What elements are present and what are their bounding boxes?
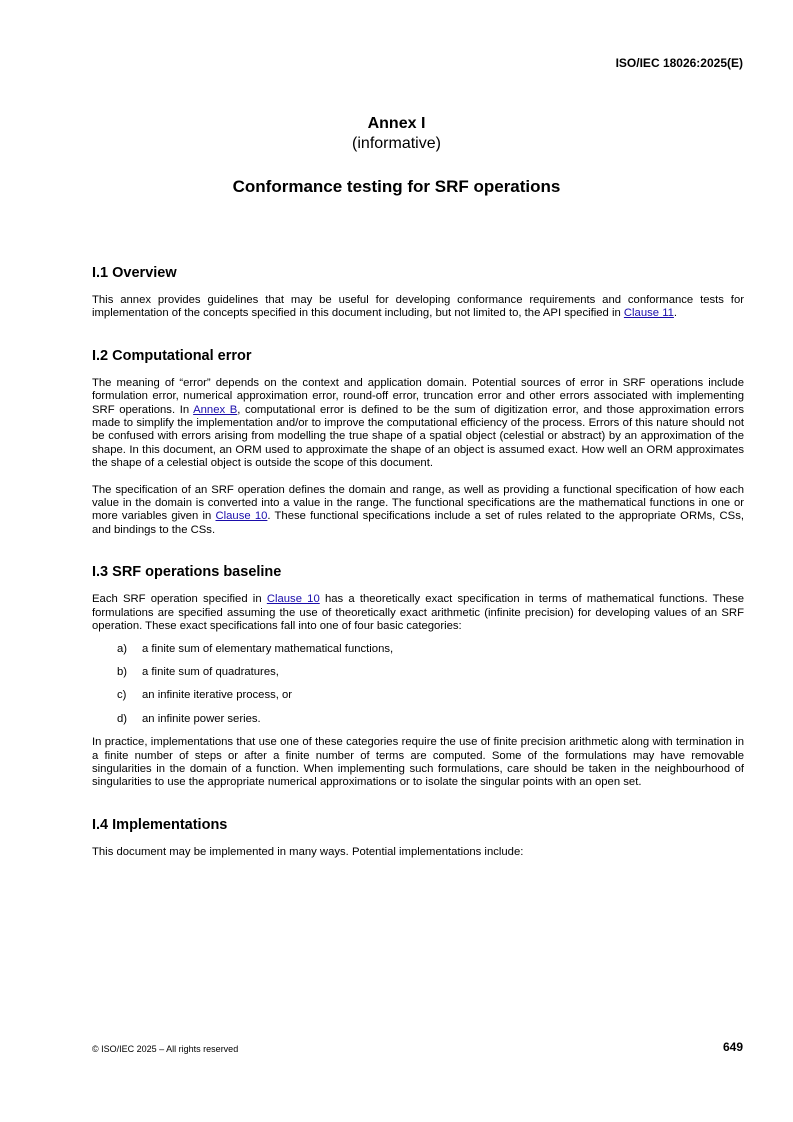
list-marker: b) — [117, 665, 128, 678]
implementations-paragraph: This document may be implemented in many ways. Potential implementations include: — [92, 845, 524, 858]
section-heading-computational-error: I.2 Computational error — [92, 347, 252, 364]
text-run: The meaning of “error” depends on the context and application domain. Potential sources of error in SRF operations include formulation error, numerical approximation error, round-off error, truncation error and other errors associated with implementing SRF operations. In — [92, 376, 744, 416]
section-heading-implementations: I.4 Implementations — [92, 816, 228, 833]
list-item-text: an infinite power series. — [142, 712, 261, 725]
text-run: , computational error is defined to be the sum of digitization error, and those approximation errors made to simplify the implementation and/or to improve the computational efficiency of the process. Errors of this nature should not be confused with errors arising from modelling the true shape of a spatial object (celestial or abstract) by an approximation of the shape. In this document, an ORM used to approximate the shape of an object is assumed exact. How well an ORM approximates the shape of a celestial object is outside the scope of this document. — [92, 403, 744, 470]
document-body — [92, 264, 744, 859]
categories-list — [92, 643, 744, 727]
text-run: Each SRF operation specified in — [92, 593, 267, 606]
page-number: 649 — [722, 1040, 743, 1054]
list-marker: c) — [117, 689, 127, 702]
annex-main-title: Conformance testing for SRF operations — [232, 177, 561, 196]
document-id: ISO/IEC 18026:2025(E) — [615, 56, 743, 70]
baseline-paragraph-1 — [92, 593, 744, 633]
text-run: . — [673, 307, 678, 320]
list-item — [92, 643, 744, 656]
annex-b-link[interactable]: Annex B — [193, 403, 238, 416]
list-item-text: a finite sum of quadratures, — [142, 665, 279, 678]
text-run: . These functional specifications include a set of rules related to the appropriate ORMs, CSs, and bindings to the CSs. — [92, 510, 744, 536]
list-item — [92, 666, 744, 679]
list-item — [92, 689, 744, 702]
list-item — [92, 713, 744, 726]
text-run: This annex provides guidelines that may be useful for developing conformance requirements and conformance tests for implementation of the concepts specified in this document including, but not limited to, the API specified in — [92, 294, 744, 320]
section-heading-baseline: I.3 SRF operations baseline — [92, 564, 282, 581]
copyright-notice: © ISO/IEC 2025 – All rights reserved — [92, 1044, 239, 1054]
computational-error-paragraph-2 — [92, 484, 744, 538]
section-heading-overview: I.1 Overview — [92, 265, 177, 281]
clause-10-link[interactable]: Clause 10 — [266, 593, 320, 606]
annex-title: Annex I — [367, 115, 426, 132]
annex-subtitle: (informative) — [352, 135, 441, 152]
list-item-text: a finite sum of elementary mathematical functions, — [142, 642, 394, 655]
annex-heading — [0, 114, 793, 197]
clause-11-link[interactable]: Clause 11 — [623, 307, 674, 320]
text-run: The specification of an SRF operation defines the domain and range, as well as providing a functional specification of how each value in the domain is converted into a value in the range. The functional specifications are the mathematical functions in one or more variables given in — [92, 483, 744, 523]
overview-paragraph — [92, 294, 744, 321]
list-marker: d) — [117, 712, 128, 725]
baseline-paragraph-2: In practice, implementations that use one of these categories require the use of finite precision arithmetic along with termination in a finite number of steps or after a finite number of terms are computed. Some of the formulations may have removable singularities in the domain of a function. When implementing such formulations, care should be taken in the neighbourhood of singularities to use the appropriate numerical approximations or to isolate the singular points with an open set. — [92, 736, 744, 789]
clause-10-link[interactable]: Clause 10 — [215, 510, 268, 523]
list-item-text: an infinite iterative process, or — [142, 689, 293, 702]
computational-error-paragraph-1 — [92, 377, 744, 471]
list-marker: a) — [117, 642, 128, 655]
text-run: has a theoretically exact specification in terms of mathematical functions. These formulations are specified assuming the use of theoretically exact arithmetic (infinite precision) for developing values of an SRF operation. These exact specifications fall into one of four basic categories: — [92, 593, 745, 633]
